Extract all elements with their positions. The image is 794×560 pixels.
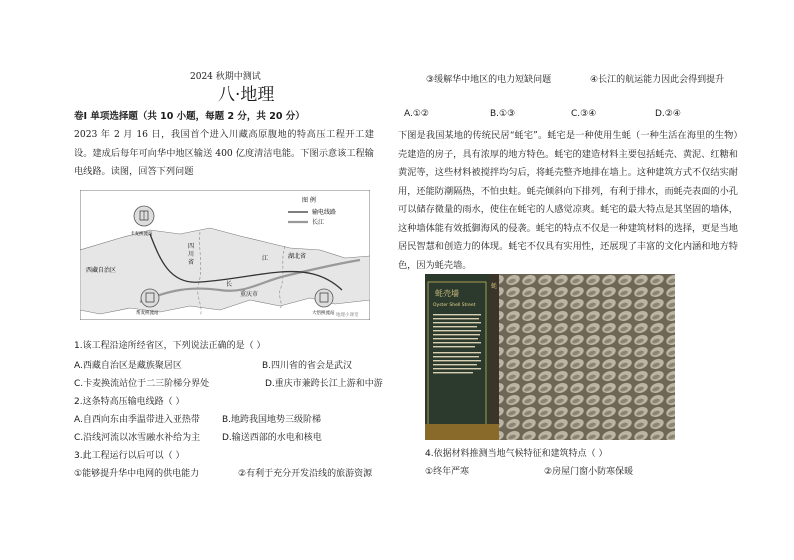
- station-dawu-label: 大悟换流站: [312, 311, 335, 316]
- exam-title: 2024 秋期中测试: [190, 72, 261, 82]
- sign-title: 蚝壳墙: [435, 289, 459, 298]
- label-jiang: 江: [262, 255, 269, 262]
- q3-statement-4: ④长江的航运能力因此会得到提升: [590, 75, 725, 85]
- label-hubei: 湖北省: [288, 253, 307, 260]
- label-sichuan-1: 四: [188, 243, 195, 250]
- shell-wall: [499, 274, 675, 440]
- station-zhanang-label: 帮麦换流站: [136, 311, 159, 316]
- label-chongqing: 重庆市: [240, 291, 259, 298]
- label-sichuan-3: 省: [188, 259, 195, 266]
- q3-option-d[interactable]: D.②④: [655, 109, 681, 119]
- oyster-house-passage: 下图是我国某地的传统民居“蚝宅”。蚝宅是一种使用生蚝（一种生活在海里的生物）壳建造的房子，具有浓厚的地方特色。蚝宅的建造材料主要包括蚝壳、黄泥、红糖和黄泥等，这些材料被搅拌均匀后，将蚝壳整齐地排在墙上。这种建筑方式不仅结实耐用，还能防潮隔热，不怕虫蛀。蚝壳倾斜向下排列，有利于排水，而蚝壳表面的小孔可以储存微量的雨水，使住在蚝宅的人感觉凉爽。蚝宅的最大特点是其坚固的墙体，这种墙体能有效抵御海风的侵袭。蚝宅的特点不仅是一种建筑材料的选择，更是当地居民智慧和创造力的体现。蚝宅不仅具有实用性，还展现了丰富的文化内涵和地方特色，因为蚝壳墙。: [398, 130, 738, 271]
- q2-option-c[interactable]: C.沿线河流以冰雪融水补给为主: [74, 433, 201, 443]
- q4-statement-2: ②房屋门窗小防寒保暖: [544, 467, 634, 477]
- legend-river-label: 长江: [312, 219, 325, 226]
- label-chang: 长: [226, 281, 233, 288]
- intro-paragraph: 2023 年 2 月 16 日，我国首个进入川藏高原腹地的特高压工程开工建设。建成后每年可向华中地区输送 400 亿度清洁电能。下图示意该工程输电线路。读图，回答下列问题: [74, 129, 374, 177]
- sign-side-label: 蚝: [491, 283, 498, 290]
- subject-title: 八·地理: [218, 85, 275, 105]
- sign-subtitle: Oyster Shell Street: [433, 303, 476, 308]
- q3-option-b[interactable]: B.①③: [490, 109, 516, 119]
- q3-statement-3: ③缓解华中地区的电力短缺问题: [426, 75, 552, 85]
- q3-option-a[interactable]: A.①②: [404, 109, 429, 119]
- transmission-line-map: [80, 190, 370, 320]
- q3-option-c[interactable]: C.③④: [571, 109, 597, 119]
- sign-post: [489, 274, 499, 440]
- legend-line-label: 输电线路: [312, 209, 337, 216]
- map-watermark: 地理小课堂: [336, 313, 359, 318]
- label-tibet: 西藏自治区: [86, 267, 117, 274]
- q1-option-d[interactable]: D.重庆市兼跨长江上游和中游: [265, 379, 383, 389]
- q2-option-a[interactable]: A.自西向东由季温带进入亚热带: [74, 415, 200, 425]
- q3-statement-2: ②有利于充分开发沿线的旅游资源: [238, 469, 373, 479]
- q3-statement-1: ①能够提升华中电网的供电能力: [74, 469, 200, 479]
- q1-option-b[interactable]: B.四川省的省会是武汉: [262, 361, 353, 371]
- label-sichuan-2: 川: [188, 251, 195, 258]
- station-kabu-label: 卡麦换流站: [130, 232, 153, 237]
- q3-stem: 3.此工程运行以后可以（ ）: [74, 451, 185, 461]
- station-kabu-icon: [134, 206, 154, 226]
- flower-bed: [425, 424, 499, 440]
- q1-option-c[interactable]: C.卡麦换流站位于二三阶梯分界处: [74, 379, 210, 389]
- q1-option-a[interactable]: A.西藏自治区是藏族聚居区: [74, 361, 182, 371]
- legend-title: 图 例: [302, 197, 316, 204]
- station-dawu-icon: [315, 289, 333, 307]
- q2-option-b[interactable]: B.地跨我国地势三级阶梯: [222, 415, 322, 425]
- q4-stem: 4.依据材料推测当地气候特征和建筑特点（ ）: [425, 449, 608, 459]
- q1-stem: 1.该工程沿途所经省区，下列说法正确的是（ ）: [74, 341, 266, 351]
- q4-statement-1: ①终年严寒: [425, 467, 470, 477]
- station-zhanang-icon: [141, 289, 159, 307]
- q2-stem: 2.这条特高压输电线路（ ）: [74, 397, 185, 407]
- oyster-shell-wall-photo: [425, 274, 675, 440]
- section-heading: 卷Ⅰ 单项选择题（共 10 小题，每题 2 分，共 20 分）: [74, 111, 305, 122]
- q2-option-d[interactable]: D.输送西部的水电和核电: [222, 433, 322, 443]
